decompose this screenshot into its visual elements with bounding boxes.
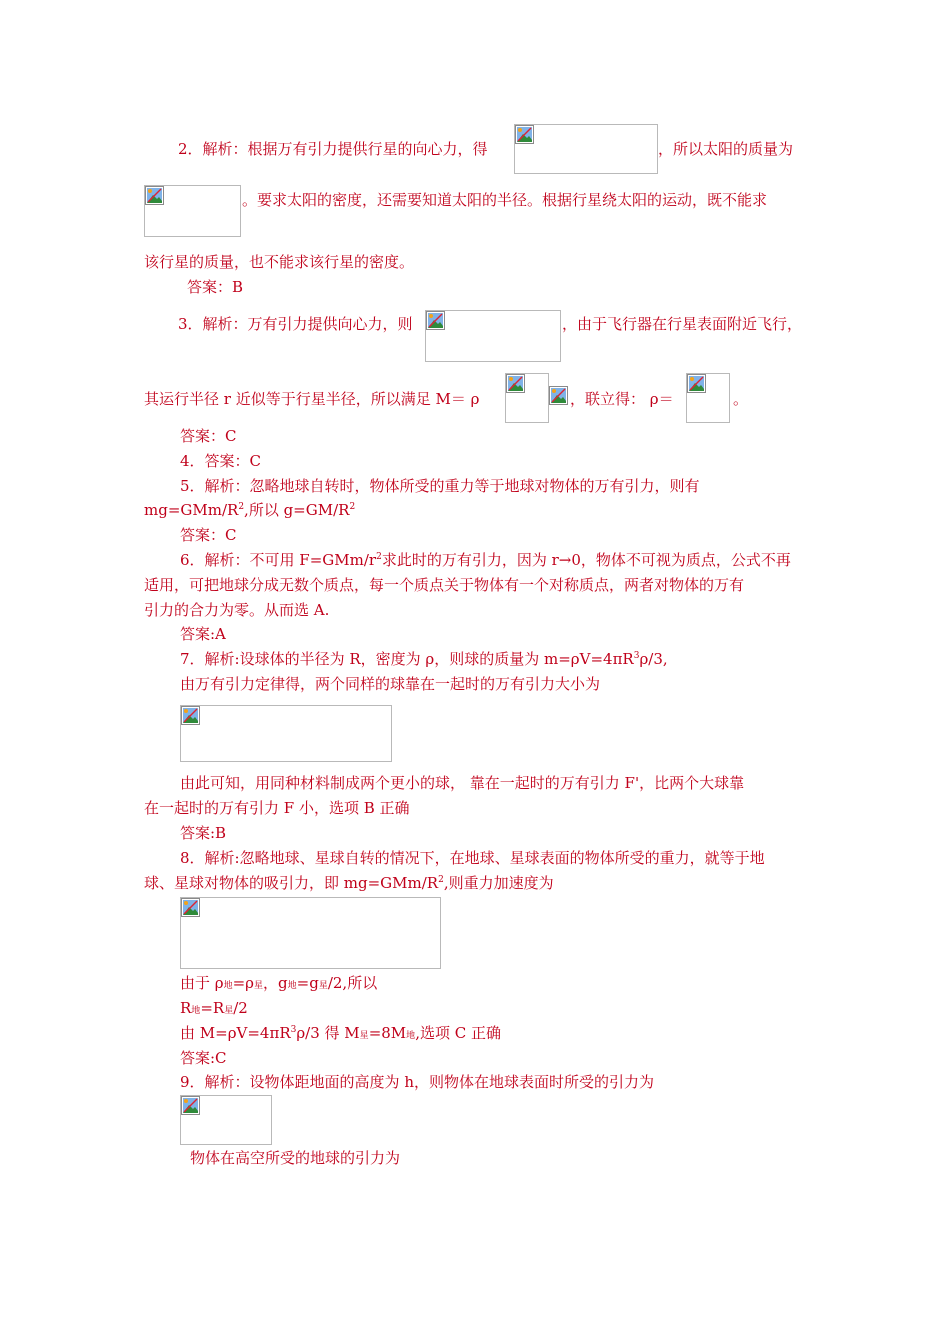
q7-text-3: 由此可知，用同种材料制成两个更小的球， 靠在一起时的万有引力 F'，比两个大球靠: [180, 774, 745, 792]
subscript: 地: [191, 1006, 201, 1016]
superscript: 2: [238, 502, 245, 512]
q7-line-4: [144, 798, 410, 818]
q6-text-1b: 求此时的万有引力，因为 r→0，物体不可视为质点，公式不再: [381, 551, 791, 569]
q3-text-3: 其运行半径 r 近似等于行星半径，所以满足 M＝ ρ: [144, 390, 480, 408]
broken-image-icon: [687, 374, 706, 393]
q7-text-1b: ρ/3,: [639, 650, 668, 668]
q5-text-2a: mg=GMm/R: [144, 501, 239, 519]
q8-line-3: [180, 973, 377, 996]
q8-text-5a: 由 M=ρV=4πR: [180, 1024, 291, 1042]
q7-text-2: 由万有引力定律得，两个同样的球靠在一起时的万有引力大小为: [180, 675, 601, 693]
q8-text-2b: ,则重力加速度为: [443, 874, 554, 892]
q5-answer: [180, 525, 236, 545]
q8-text-3a: 由于 ρ: [180, 974, 224, 992]
q5-text-1: 5．解析：忽略地球自转时，物体所受的重力等于地球对物体的万有引力，则有: [180, 477, 700, 495]
q7-text-4: 在一起时的万有引力 F 小，选项 B 正确: [144, 799, 410, 817]
q8-text-5b: ρ/3 得 M: [296, 1024, 360, 1042]
q3-line-2c: [733, 389, 748, 409]
broken-image-icon: [515, 125, 534, 144]
q8-line-5: [180, 1023, 501, 1046]
subscript: 星: [224, 1006, 234, 1016]
q6-line-3: [144, 600, 329, 620]
q3-text-4: ，联立得： ρ＝: [570, 390, 674, 408]
subscript: 星: [254, 981, 264, 991]
q6-answer: [180, 624, 226, 644]
broken-image-icon: [506, 374, 525, 393]
q9-line-1: [180, 1072, 654, 1092]
q8-answer: [180, 1048, 227, 1068]
formula-image: [144, 185, 241, 237]
q8-text-3e: /2,所以: [327, 974, 378, 992]
broken-image-icon: [181, 706, 200, 725]
broken-image-icon: [181, 1096, 200, 1115]
q2-line-1b: [658, 139, 793, 159]
q3-line-1: [178, 314, 413, 334]
q8-line-2: [144, 873, 554, 893]
q2-line-3: [144, 252, 414, 272]
q9-line-2: [190, 1148, 400, 1168]
q8-text-2a: 球、星球对物体的吸引力，即 mg=GMm/R: [144, 874, 439, 892]
formula-image: [549, 386, 570, 408]
q6-answer-text: 答案:A: [180, 625, 226, 643]
q3-text-1: 3．解析：万有引力提供向心力，则: [178, 315, 413, 333]
formula-image: [686, 373, 730, 423]
broken-image-icon: [181, 898, 200, 917]
q2-answer: [187, 277, 243, 297]
formula-image: [180, 705, 392, 762]
formula-image: [505, 373, 549, 423]
subscript: 地: [406, 1031, 416, 1041]
q8-text-4a: R: [180, 999, 192, 1017]
subscript: 星: [318, 981, 328, 991]
q2-answer-text: 答案：B: [187, 278, 244, 296]
q8-line-4: [180, 998, 248, 1021]
q6-text-1a: 6．解析：不可用 F=GMm/r: [180, 551, 377, 569]
superscript: 2: [438, 875, 444, 885]
q3-line-2: [144, 389, 479, 409]
q6-text-3: 引力的合力为零。从而选 A.: [144, 601, 330, 619]
q8-text-4b: =R: [200, 999, 225, 1017]
q8-text-5c: =8M: [368, 1024, 407, 1042]
subscript: 星: [359, 1031, 369, 1041]
superscript: 3: [633, 651, 640, 661]
q3-text-2: ，由于飞行器在行星表面附近飞行，: [562, 315, 803, 333]
q7-answer: [180, 823, 226, 843]
q2-text-1: 2．解析：根据万有引力提供行星的向心力，得: [178, 140, 488, 158]
q2-text-2: ，所以太阳的质量为: [658, 140, 794, 158]
superscript: 2: [376, 552, 382, 562]
q7-line-2: [180, 674, 600, 694]
q8-text-3c: ，g: [263, 974, 288, 992]
q3-answer: [180, 426, 236, 446]
q2-text-3: 。要求太阳的密度，还需要知道太阳的半径。根据行星绕太阳的运动，既不能求: [242, 191, 768, 209]
q5-answer-text: 答案：C: [180, 526, 237, 544]
subscript: 地: [223, 981, 233, 991]
q7-line-3: [180, 773, 744, 793]
q3-line-2b: [570, 389, 674, 409]
q8-line-1: [180, 848, 765, 868]
broken-image-icon: [549, 386, 568, 405]
subscript: 地: [287, 981, 297, 991]
formula-image: [180, 1095, 272, 1145]
q8-text-4c: /2: [233, 999, 248, 1017]
q6-text-2: 适用，可把地球分成无数个质点，每一个质点关于物体有一个对称质点，两者对物体的万有: [144, 576, 745, 594]
q7-line-1: [180, 649, 668, 669]
q8-text-1: 8．解析:忽略地球、星球自转的情况下，在地球、星球表面的物体所受的重力，就等于地: [180, 849, 765, 867]
q8-answer-text: 答案:C: [180, 1049, 227, 1067]
formula-image: [180, 897, 441, 969]
q2-line-1: [178, 139, 488, 159]
q5-line-2: [144, 500, 355, 520]
q9-text-1: 9．解析：设物体距地面的高度为 h，则物体在地球表面时所受的引力为: [180, 1073, 654, 1091]
q3-text-5: 。: [733, 390, 749, 408]
broken-image-icon: [426, 311, 445, 330]
q7-answer-text: 答案:B: [180, 824, 227, 842]
formula-image: [514, 124, 658, 174]
q3-answer-text: 答案：C: [180, 427, 237, 445]
formula-image: [425, 310, 561, 362]
q3-line-1b: [562, 314, 802, 334]
broken-image-icon: [145, 186, 164, 205]
q8-text-5d: ,选项 C 正确: [415, 1024, 501, 1042]
q2-line-2: [242, 190, 767, 210]
q8-text-3d: =g: [296, 974, 319, 992]
q8-text-3b: =ρ: [232, 974, 254, 992]
superscript: 3: [290, 1025, 297, 1035]
q6-line-2: [144, 575, 744, 595]
superscript: 2: [349, 502, 356, 512]
q6-line-1: [180, 550, 791, 570]
q7-text-1a: 7．解析:设球体的半径为 R，密度为 ρ，则球的质量为 m=ρV=4πR: [180, 650, 634, 668]
q9-text-2: 物体在高空所受的地球的引力为: [190, 1149, 401, 1167]
q5-text-2b: ,所以 g=GM/R: [244, 501, 350, 519]
q4-answer-text: 4．答案：C: [180, 452, 262, 470]
q2-text-4: 该行星的质量，也不能求该行星的密度。: [144, 253, 415, 271]
q4-answer: [180, 451, 261, 471]
q5-line-1: [180, 476, 700, 496]
